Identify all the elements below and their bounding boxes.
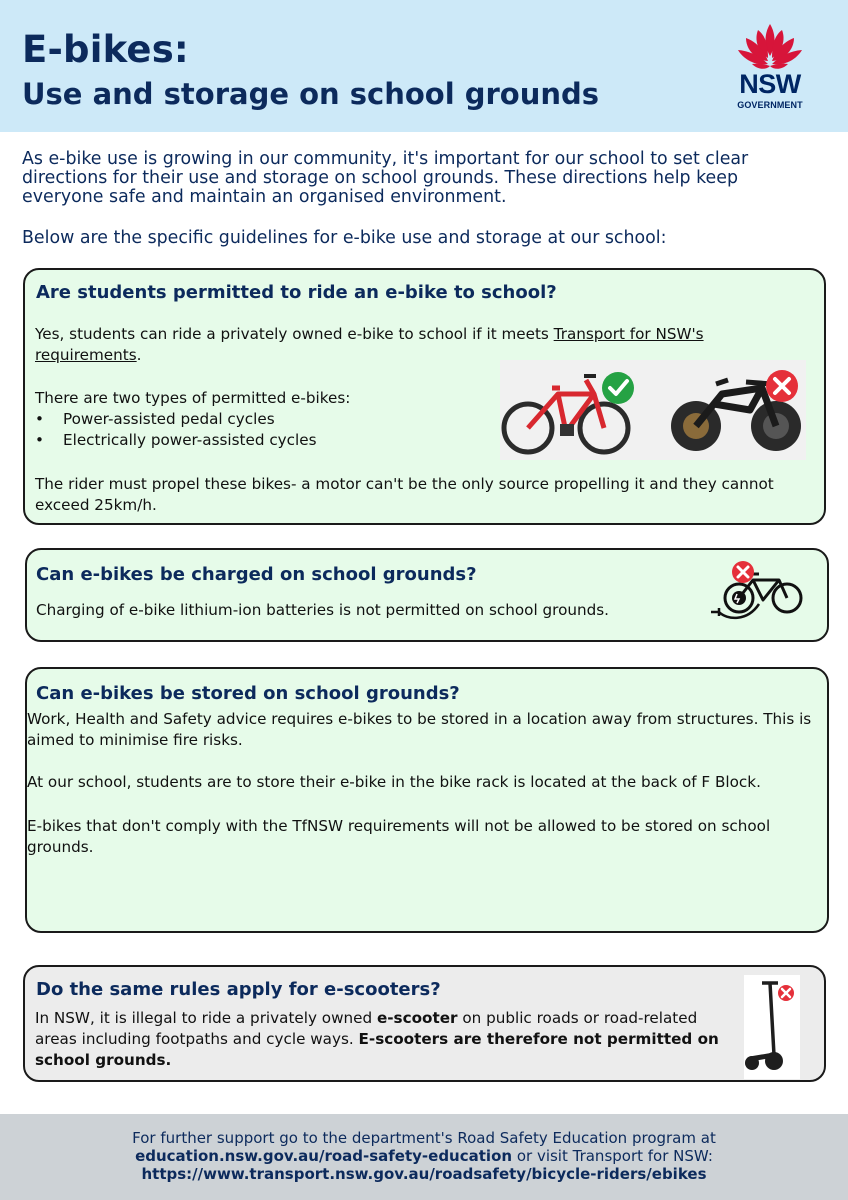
- education-link[interactable]: education.nsw.gov.au/road-safety-education: [135, 1147, 513, 1165]
- escooter-text-2: on public roads or road-related areas including footpaths and cycle ways.: [35, 1009, 698, 1048]
- escooter-bold-term: e-scooter: [376, 1009, 458, 1027]
- card-escooters-heading: Do the same rules apply for e-scooters?: [36, 979, 441, 1000]
- intro-paragraph: As e-bike use is growing in our community, it's important for our school to set clear directions for their use and storage on school grounds. These directions help keep everyone safe and maintain an organised environment.: [22, 149, 749, 207]
- ride-rule-text: The rider must propel these bikes- a motor can't be the only source propelling it and they cannot exceed 25km/h.: [35, 475, 774, 514]
- card-ride-heading: Are students permitted to ride an e-bike to school?: [36, 282, 557, 303]
- card-ride-permission: [23, 268, 826, 525]
- transport-ebikes-link[interactable]: https://www.transport.nsw.gov.au/roadsafety/bicycle-riders/ebikes: [141, 1165, 707, 1183]
- waratah-logo-icon: [728, 20, 812, 72]
- storage-paragraph-3: E-bikes that don't comply with the TfNSW requirements will not be allowed to be stored on school grounds.: [27, 817, 771, 856]
- tfnsw-requirements-link[interactable]: Transport for NSW's requirements: [35, 325, 704, 364]
- guidelines-intro: Below are the specific guidelines for e-bike use and storage at our school:: [22, 228, 667, 248]
- nsw-logo-government: GOVERNMENT: [737, 100, 803, 110]
- list-item: • Electrically power-assisted cycles: [25, 430, 317, 451]
- page-footer: [0, 1114, 848, 1200]
- card-escooters: [23, 965, 826, 1082]
- e-scooter-icon: [745, 983, 783, 1070]
- no-charging-bike-icon: [707, 560, 807, 630]
- footer-line-2-rest: or visit Transport for NSW:: [512, 1147, 713, 1165]
- card-charging: [25, 548, 829, 642]
- prohibited-cross-icon: [778, 985, 794, 1001]
- page-header: [0, 0, 848, 132]
- card-charging-heading: Can e-bikes be charged on school grounds?: [36, 564, 477, 585]
- page-subtitle: Use and storage on school grounds: [22, 77, 600, 111]
- footer-line-1: For further support go to the department's Road Safety Education program at: [132, 1129, 716, 1147]
- list-item: • Power-assisted pedal cycles: [25, 409, 317, 430]
- ebike-types-list: [25, 409, 317, 451]
- ride-text-before: Yes, students can ride a privately owned e-bike to school if it meets: [35, 325, 554, 343]
- card-storage-heading: Can e-bikes be stored on school grounds?: [36, 683, 460, 704]
- ride-text-after: .: [136, 346, 142, 364]
- ebike-types-intro: There are two types of permitted e-bikes:: [35, 389, 351, 407]
- escooter-text: [35, 1008, 725, 1071]
- permitted-check-icon: [602, 372, 634, 404]
- page-title: E-bikes:: [22, 28, 189, 71]
- footer-line-2: [0, 1147, 848, 1165]
- storage-paragraph-2: At our school, students are to store their e-bike in the bike rack is located at the back of F Block.: [27, 773, 761, 791]
- prohibited-cross-icon: [766, 370, 798, 402]
- nsw-logo-text: NSW: [739, 69, 801, 99]
- nsw-government-logo: [728, 20, 812, 116]
- card-storage: [25, 667, 829, 933]
- escooter-conclusion: E-scooters are therefore not permitted on school grounds.: [35, 1030, 719, 1069]
- escooter-text-1: In NSW, it is illegal to ride a privately owned: [35, 1009, 377, 1027]
- storage-paragraph-1: Work, Health and Safety advice requires e-bikes to be stored in a location away from structures. This is aimed to minimise fire risks.: [27, 710, 812, 749]
- escooter-image: [744, 975, 800, 1079]
- charging-text: Charging of e-bike lithium-ion batteries is not permitted on school grounds.: [36, 601, 609, 619]
- ebike-comparison-image: [500, 360, 806, 460]
